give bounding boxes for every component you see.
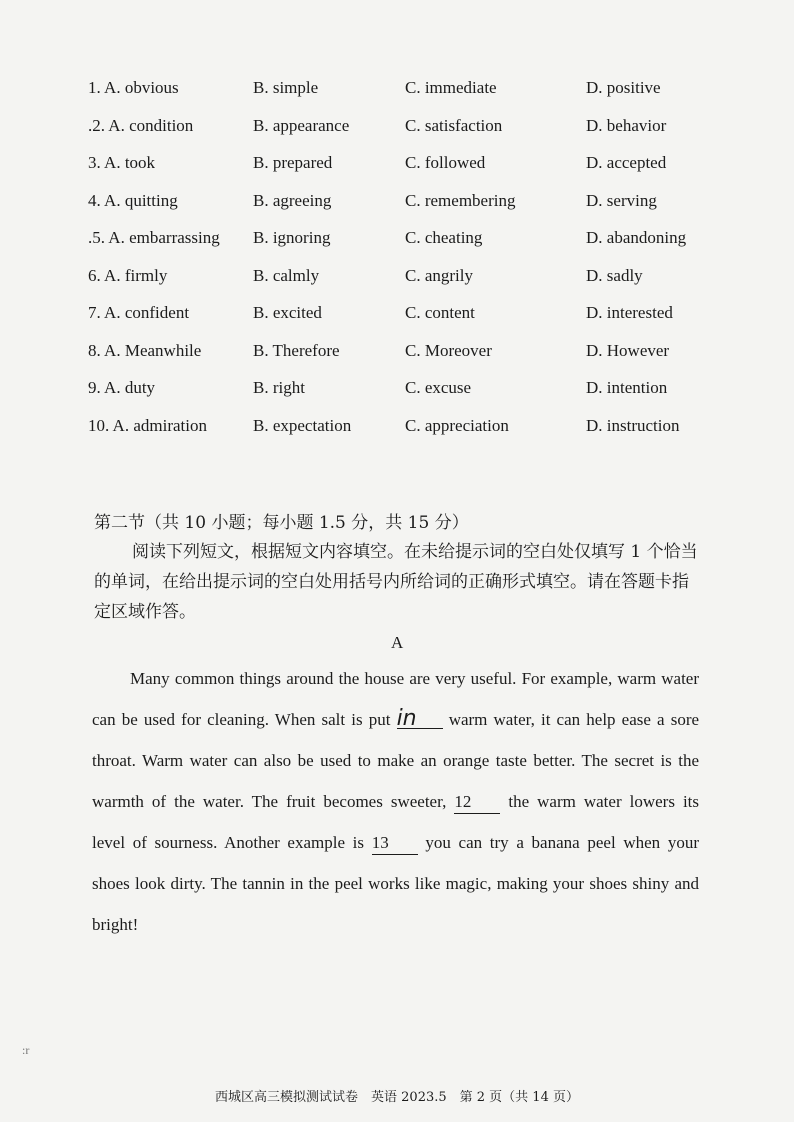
option-a: 3. A. took: [88, 153, 156, 172]
passage-line: throat. Warm water can also be used to make an orange taste better. The secret is the: [92, 751, 699, 770]
blank-11-answer: in: [397, 710, 443, 729]
page-footer: 西城区高三模拟测试试卷 英语 2023.5 第 2 页（共 14 页）: [215, 1090, 579, 1105]
option-b: B. Therefore: [253, 340, 340, 360]
option-b: B. right: [253, 378, 305, 397]
option-a: .2. A. condition: [88, 115, 194, 135]
option-c: C. cheating: [405, 228, 483, 247]
option-a: 4. A. quitting: [88, 190, 178, 210]
option-row: [88, 374, 728, 412]
option-a: 7. A. confident: [88, 303, 190, 322]
option-b: B. agreeing: [253, 190, 332, 210]
option-d: D. behavior: [586, 115, 667, 135]
option-c: C. excuse: [405, 378, 472, 397]
passage-text: warm water, it can help ease a sore: [448, 710, 700, 729]
blank-12: 12: [454, 791, 500, 814]
option-row: [88, 74, 728, 112]
option-d: D. interested: [586, 303, 673, 322]
option-a: 1. A. obvious: [88, 78, 179, 97]
option-d: D. instruction: [586, 415, 680, 435]
passage-title: A: [391, 633, 404, 652]
passage-text: level of sourness. Another example is: [92, 833, 365, 852]
option-row: [88, 412, 728, 450]
option-b: B. excited: [253, 303, 322, 322]
option-c: C. Moreover: [405, 340, 492, 360]
passage-text: the warm water lowers its: [508, 792, 699, 811]
passage-text: warmth of the water. The fruit becomes sweeter,: [92, 792, 447, 811]
option-a: 8. A. Meanwhile: [88, 340, 202, 360]
passage-text: can be used for cleaning. When salt is put: [92, 710, 391, 729]
option-row: [88, 149, 728, 187]
passage-line: [92, 699, 699, 740]
option-c: C. followed: [405, 153, 486, 172]
option-a: .5. A. embarrassing: [88, 228, 220, 247]
option-b: B. ignoring: [253, 228, 331, 247]
passage-line: [92, 822, 699, 863]
blank-13: 13: [372, 832, 418, 855]
option-c: C. remembering: [405, 190, 516, 210]
passage-line: shoes look dirty. The tannin in the peel works like magic, making your shoes shiny and: [92, 874, 699, 893]
option-d: D. sadly: [586, 265, 643, 285]
option-row: [88, 224, 728, 262]
section-instructions: 阅读下列短文，根据短文内容填空。在未给提示词的空白处仅填写 1 个恰当的单词，在给出提示词的空白处用括号内所给词的正确形式填空。请在答题卡指定区域作答。: [94, 542, 698, 622]
option-c: C. angrily: [405, 265, 473, 285]
option-row: [88, 262, 728, 300]
option-row: [88, 337, 728, 375]
option-a: 9. A. duty: [88, 378, 156, 397]
option-c: C. appreciation: [405, 415, 509, 435]
option-a: 6. A. firmly: [88, 265, 168, 285]
option-d: D. serving: [586, 190, 657, 210]
passage-line: [92, 781, 699, 822]
option-c: C. immediate: [405, 78, 497, 97]
option-d: D. intention: [586, 378, 668, 397]
passage-text: you can try a banana peel when your: [425, 833, 699, 852]
passage-line: Many common things around the house are very useful. For example, warm water: [130, 669, 699, 688]
option-b: B. calmly: [253, 265, 320, 285]
option-row: [88, 112, 728, 150]
option-b: B. appearance: [253, 115, 350, 135]
option-row: [88, 299, 728, 337]
option-b: B. simple: [253, 78, 319, 97]
option-d: D. abandoning: [586, 228, 687, 247]
option-b: B. prepared: [253, 153, 333, 172]
option-d: D. accepted: [586, 153, 667, 172]
passage-line: bright!: [92, 915, 139, 934]
option-d: D. positive: [586, 78, 661, 97]
option-c: C. content: [405, 303, 475, 322]
option-b: B. expectation: [253, 415, 352, 435]
section-heading: 第二节（共 10 小题；每小题 1.5 分，共 15 分）: [94, 513, 469, 533]
option-c: C. satisfaction: [405, 115, 503, 135]
scan-mark: :r: [22, 1043, 30, 1057]
option-row: [88, 187, 728, 225]
option-d: D. However: [586, 340, 670, 360]
passage: [92, 658, 699, 945]
option-a: 10. A. admiration: [88, 415, 207, 435]
cloze-options: [88, 74, 728, 449]
